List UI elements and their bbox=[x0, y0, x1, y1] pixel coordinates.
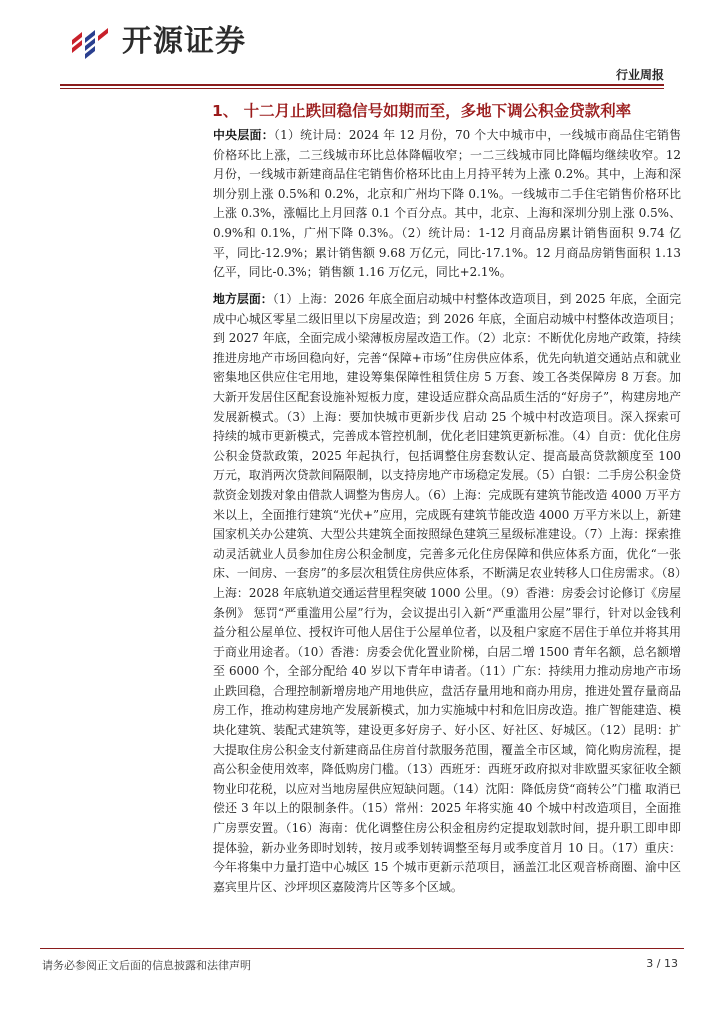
brand-logo bbox=[68, 20, 246, 64]
section-title: 1、 十二月止跌回稳信号如期而至，多地下调公积金贷款利率 bbox=[212, 102, 632, 120]
report-type-label: 行业周报 bbox=[615, 68, 664, 82]
footer-disclaimer: 请务必参阅正文后面的信息披露和法律声明 bbox=[42, 959, 251, 972]
header-divider bbox=[60, 84, 664, 86]
paragraph-label: 中央层面： bbox=[213, 128, 274, 142]
paragraph-text: （1）统计局：2024 年 12 月份，70 个大中城市中，一线城市商品住宅销售价格环比上涨，二三线城市环比总体降幅收窄；一二三线城市同比降幅均继续收窄。12 月份，一线城市新建商品住宅销售价格环比由上月持平转为上涨 0.2%。其中，上海和深圳分别上涨 0.5%和 0.2%，北京和广州均下降 0.1%。一线城市二手住宅销售价格环比上涨 0.3%，涨幅比上月回落 0.1 个百分点。其中，北京、上海和深圳分别上涨 0.5%、0.9%和 0.1%，广州下降 0.3%。（2）统计局：1-12 月商品房累计销售面积 9.74 亿平，同比-12.9%；累计销售额 9.68 万亿元，同比-17.1%。12 月商品房销售面积 1.13 亿平，同比-0.3%；销售额 1.16 万亿元，同比+2.1%。 bbox=[213, 128, 681, 280]
paragraph-local-level bbox=[213, 290, 681, 897]
brand-name: 开源证券 bbox=[122, 24, 246, 59]
kaiyuan-logo-icon bbox=[68, 20, 112, 64]
paragraph-text: （1）上海：2026 年底全面启动城中村整体改造项目，到 2025 年底，全面完成中心城区零星二级旧里以下房屋改造；到 2026 年底，全面启动城中村整体改造项目；到 2027 年底，全面完成小梁薄板房屋改造工作。（2）北京：不断优化房地产政策，持续推进房地产市场回稳向好，完善“保障+市场”住房供应体系，优先向轨道交通站点和就业密集地区供应住宅用地，建设筹集保障性租赁住房 5 万套、竣工各类保障房 8 万套。加大新开发居住区配套设施补短板力度，建设适应群众高品质生活的“好房子”，构建房地产发展新模式。（3）上海：要加快城市更新步伐 启动 25 个城中村改造项目。深入探索可持续的城市更新模式，完善成本管控机制，优化老旧建筑更新标准。（4）自贡：优化住房公积金贷款政策，2025 年起执行，包括调整住房套数认定、提高最高贷款额度至 100 万元，取消两次贷款间隔限制，以支持房地产市场稳定发展。（5）白银：二手房公积金贷款资金划拨对象由借款人调整为售房人。（6）上海：完成既有建筑节能改造 4000 万平方米以上，全面推行建筑“光伏+”应用，完成既有建筑节能改造 4000 万平方米以上，新建国家机关办公建筑、大型公共建筑全面按照绿色建筑三星级标准建设。（7）上海：探索推动灵活就业人员参加住房公积金制度，完善多元化住房保障和供应体系方面，优化“一张床、一间房、一套房”的多层次租赁住房供应体系，不断满足农业转移人口住房需求。（8）上海：2028 年底轨道交通运营里程突破 1000 公里。（9）香港：房委会讨论修订《房屋条例》 惩罚“严重滥用公屋”行为，会议提出引入新“严重滥用公屋”罪行，针对以金钱利益分租公屋单位、授权许可他人居住于公屋单位者，以及租户家庭不居住于单位并将其用于商业用途者。（10）香港：房委会优化置业阶梯，白居二增 1500 青年名额，总名额增至 6000 个，全部分配给 40 岁以下青年申请者。（11）广东：持续用力推动房地产市场止跌回稳，合理控制新增房地产用地供应，盘活存量用地和商办用房，推进处置存量商品房工作，推动构建房地产发展新模式，加力实施城中村和危旧房改造。推广智能建造、模块化建筑、装配式建筑等，建设更多好房子、好小区、好社区、好城区。（12）昆明：扩大提取住房公积金支付新建商品住房首付款服务范围，覆盖全市区域，简化购房流程，提高公积金使用效率，降低购房门槛。（13）西班牙：西班牙政府拟对非欧盟买家征收全额物业印花税，以应对当地房屋供应短缺问题。（14）沈阳：降低房贷“商转公”门槛 取消已偿还 3 年以上的限制条件。（15）常州：2025 年将实施 40 个城中村改造项目，全面推广房票安置。（16）海南：优化调整住房公积金租房约定提取划款时间，提升职工即申即提体验，新办业务即时划转，按月或季划转调整至每月或季度首月 10 日。（17）重庆：今年将集中力量打造中心城区 15 个城市更新示范项目，涵盖江北区观音桥商圈、渝中区嘉宾里片区、沙坪坝区嘉陵湾片区等多个区域。 bbox=[213, 292, 681, 894]
paragraph-central-level bbox=[213, 126, 681, 283]
footer-divider bbox=[40, 948, 684, 949]
page-number: 3 / 13 bbox=[646, 957, 678, 970]
paragraph-label: 地方层面： bbox=[213, 292, 273, 306]
header-divider-thin bbox=[60, 88, 664, 89]
